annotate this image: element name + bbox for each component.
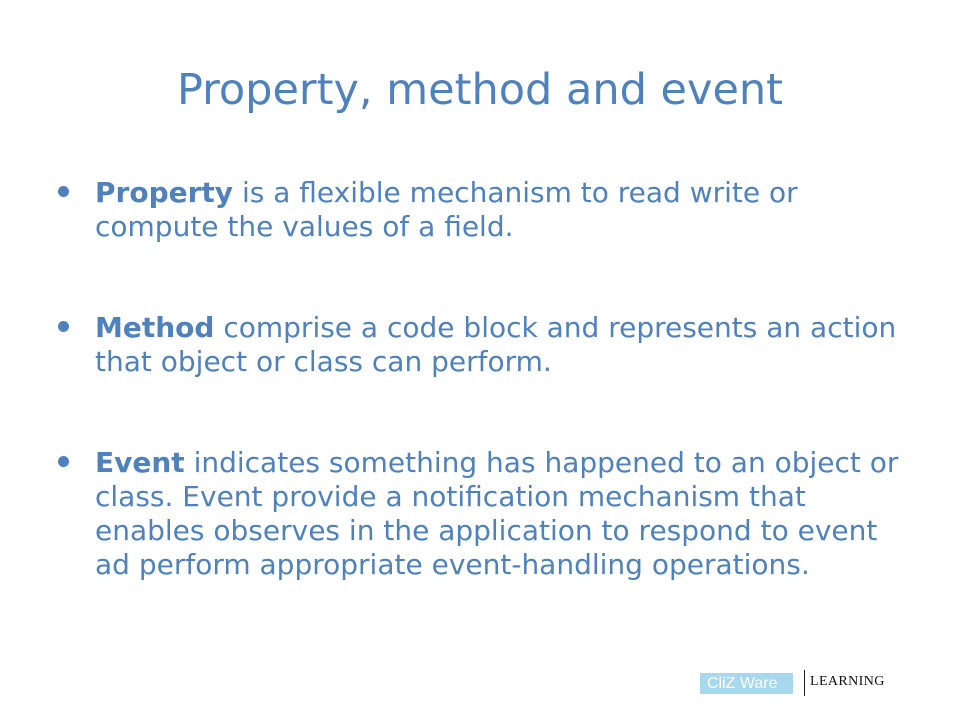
bullet-text — [95, 446, 908, 582]
bullet-dot-icon — [58, 456, 69, 467]
bullet-text — [95, 176, 908, 244]
bullet-item-method — [58, 311, 908, 379]
bullet-term: Method — [95, 311, 215, 344]
bullet-description: indicates something has happened to an object or class. Event provide a notification mechanism that enables observes in the application to respond to event ad perform appropriate event-handling operations. — [95, 446, 899, 581]
bullet-text — [95, 311, 908, 379]
bullet-dot-icon — [58, 321, 69, 332]
bullet-description: is a flexible mechanism to read write or compute the values of a field. — [95, 176, 798, 243]
slide-title: Property, method and event — [176, 65, 784, 115]
bullet-term: Property — [95, 176, 234, 209]
bullet-item-property — [58, 176, 908, 244]
logo-tagline: LEARNING — [810, 674, 885, 689]
logo-divider — [804, 670, 805, 696]
bullet-term: Event — [95, 446, 185, 479]
logo-brand-box: CliZ Ware — [700, 673, 793, 694]
bullet-item-event — [58, 446, 908, 582]
bullet-description: comprise a code block and represents an action that object or class can perform. — [95, 311, 897, 378]
bullet-dot-icon — [58, 186, 69, 197]
